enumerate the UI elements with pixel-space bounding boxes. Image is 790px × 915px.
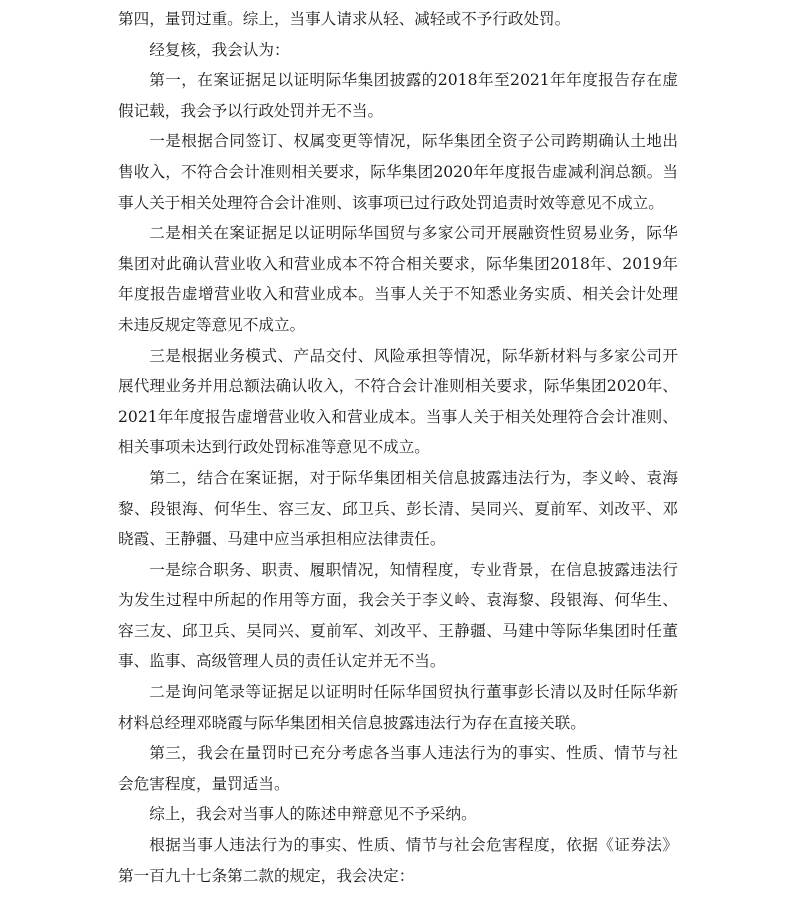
- paragraph-third-finding: 第三，我会在量罚时已充分考虑各当事人违法行为的事实、性质、情节与社会危害程度，量罚适当。: [118, 744, 678, 793]
- paragraph-review-intro: 经复核，我会认为：: [149, 40, 290, 59]
- paragraph-first-finding-two: 二是相关在案证据足以证明际华国贸与多家公司开展融资性贸易业务，际华集团对此确认营业收入和营业成本不符合相关要求，际华集团2018年、2019年年度报告虚增营业收入和营业成本。当事人关于不知悉业务实质、相关会计处理未违反规定等意见不成立。: [118, 224, 678, 334]
- paragraph-first-finding-one: 一是根据合同签订、权属变更等情况，际华集团全资子公司跨期确认土地出售收入，不符合会计准则相关要求，际华集团2020年年度报告虚减利润总额。当事人关于相关处理符合会计准则、该事项已过行政处罚追责时效等意见不成立。: [118, 132, 678, 212]
- paragraph-first-finding-three: 三是根据业务模式、产品交付、风险承担等情况，际华新材料与多家公司开展代理业务并用总额法确认收入，不符合会计准则相关要求，际华集团2020年、2021年年度报告虚增营业收入和营业成本。当事人关于相关处理符合会计准则、相关事项未达到行政处罚标准等意见不成立。: [118, 346, 678, 457]
- paragraph-conclusion: 综上，我会对当事人的陈述申辩意见不予采纳。: [149, 805, 477, 824]
- paragraph-fourth-point: 第四，量罚过重。综上，当事人请求从轻、减轻或不予行政处罚。: [118, 10, 571, 28]
- paragraph-second-finding-two: 二是询问笔录等证据足以证明时任际华国贸执行董事彭长清以及时任际华新材料总经理邓晓霞与际华集团相关信息披露违法行为存在直接关联。: [118, 683, 678, 732]
- paragraph-decision-basis: 根据当事人违法行为的事实、性质、情节与社会危害程度，依据《证券法》第一百九十七条第二款的规定，我会决定：: [118, 836, 678, 885]
- paragraph-second-finding: 第二，结合在案证据，对于际华集团相关信息披露违法行为，李义岭、袁海黎、段银海、何华生、容三友、邱卫兵、彭长清、吴同兴、夏前军、刘改平、邓晓霞、王静疆、马建中应当承担相应法律责任。: [118, 468, 678, 549]
- paragraph-second-finding-one: 一是综合职务、职责、履职情况，知情程度，专业背景，在信息披露违法行为发生过程中所起的作用等方面，我会关于李义岭、袁海黎、段银海、何华生、容三友、邱卫兵、吴同兴、夏前军、刘改平、王静疆、马建中等际华集团时任董事、监事、高级管理人员的责任认定并无不当。: [118, 560, 678, 671]
- paragraph-first-finding: 第一，在案证据足以证明际华集团披露的2018年至2021年年度报告存在虚假记载，我会予以行政处罚并无不当。: [118, 71, 678, 120]
- document-body: [118, 4, 678, 891]
